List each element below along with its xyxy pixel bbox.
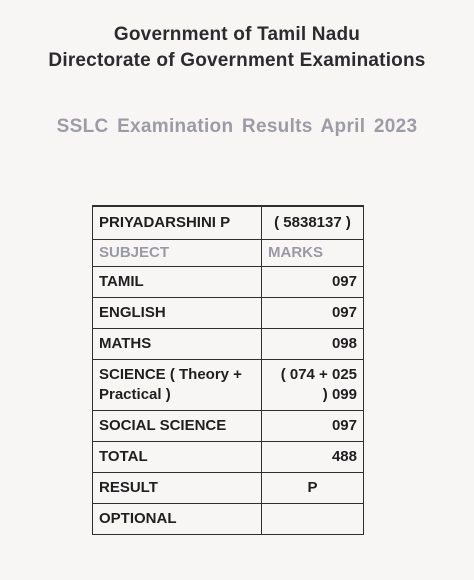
marks-cell: 097: [262, 298, 364, 329]
header-government: Government of Tamil Nadu: [113, 24, 361, 45]
marks-cell: 488: [262, 442, 364, 473]
table-row: [93, 298, 364, 329]
subject-cell: OPTIONAL: [93, 504, 262, 535]
table-row: [93, 473, 364, 504]
marks-cell: 098: [262, 329, 364, 360]
table-row: [93, 411, 364, 442]
table-row: [93, 442, 364, 473]
marks-cell: 097: [262, 411, 364, 442]
results-subtitle: SSLC Examination Results April 2023: [56, 116, 418, 137]
table-row: [93, 360, 364, 411]
marks-cell: P: [262, 473, 364, 504]
subject-line: SCIENCE ( Theory +: [99, 366, 242, 383]
header-directorate: Directorate of Government Examinations: [48, 50, 426, 71]
marks-cell: [262, 504, 364, 535]
marks-column-header: MARKS: [262, 240, 364, 267]
marks-cell: 097: [262, 267, 364, 298]
table-row: [93, 329, 364, 360]
student-row: [93, 206, 364, 240]
table-row: [93, 504, 364, 535]
subject-line: Practical ): [99, 386, 171, 403]
subject-cell: [93, 360, 262, 411]
marks-table: [92, 205, 364, 535]
subject-cell: SOCIAL SCIENCE: [93, 411, 262, 442]
subject-cell: TOTAL: [93, 442, 262, 473]
table-row: [93, 267, 364, 298]
roll-number: ( 5838137 ): [262, 206, 364, 240]
subject-column-header: SUBJECT: [93, 240, 262, 267]
subject-cell: ENGLISH: [93, 298, 262, 329]
marks-line: ) 099: [322, 386, 357, 403]
subject-cell: RESULT: [93, 473, 262, 504]
column-header-row: [93, 240, 364, 267]
subject-cell: TAMIL: [93, 267, 262, 298]
subject-cell: MATHS: [93, 329, 262, 360]
marks-cell: [262, 360, 364, 411]
student-name: PRIYADARSHINI P: [93, 206, 262, 240]
marks-line: ( 074 + 025: [280, 366, 357, 383]
